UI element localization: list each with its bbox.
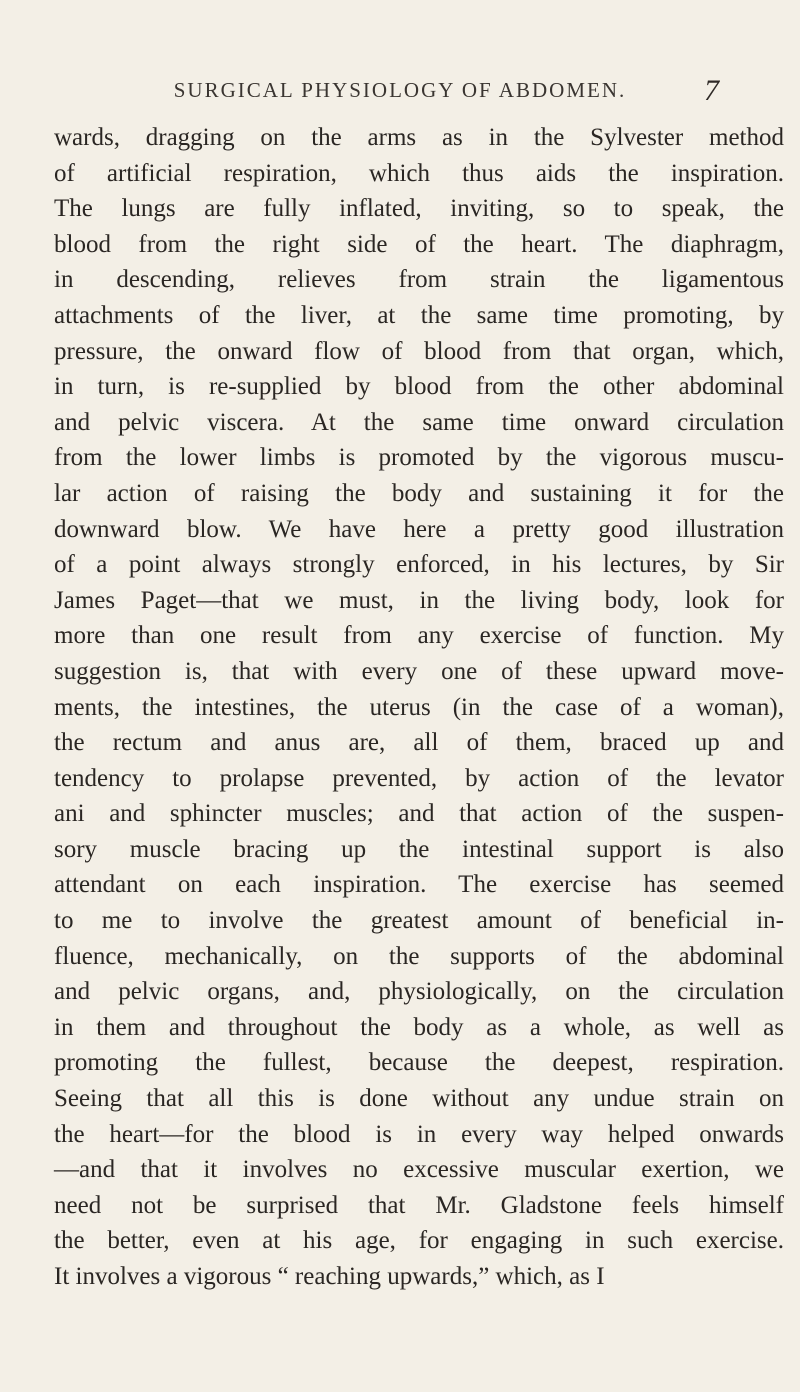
text-line: from the lower limbs is promoted by the vigorous muscu-: [54, 444, 784, 472]
text-line: wards, dragging on the arms as in the Sylvester method: [54, 124, 784, 151]
text-line: It involves a vigorous “ reaching upwards,” which, as I: [54, 1263, 605, 1290]
text-line: sory muscle bracing up the intestinal support is also: [54, 835, 784, 863]
text-line: ani and sphincter muscles; and that action of the suspen-: [54, 800, 784, 828]
text-line: tendency to prolapse prevented, by action of the levator: [54, 764, 784, 792]
text-line: promoting the fullest, because the deepest, respiration.: [54, 1049, 784, 1077]
text-line: ments, the intestines, the uterus (in the case of a woman),: [54, 693, 784, 721]
text-line: of artificial respiration, which thus aids the inspiration.: [54, 159, 784, 187]
text-line: James Paget—that we must, in the living body, look for: [54, 586, 784, 614]
text-line: suggestion is, that with every one of these upward move-: [54, 657, 784, 685]
text-line: need not be surprised that Mr. Gladstone feels himself: [54, 1191, 784, 1219]
text-line: the rectum and anus are, all of them, braced up and: [54, 729, 784, 757]
text-line: blood from the right side of the heart. The diaphragm,: [54, 230, 784, 258]
text-line: fluence, mechanically, on the supports of the abdominal: [54, 942, 784, 970]
text-line: in them and throughout the body as a whole, as well as: [54, 1013, 784, 1041]
text-line: more than one result from any exercise of function. My: [54, 622, 784, 650]
text-line: in turn, is re-supplied by blood from the other abdominal: [54, 373, 784, 401]
text-line: and pelvic organs, and, physiologically, on the circulation: [54, 978, 784, 1006]
text-line: The lungs are fully inflated, inviting, so to speak, the: [54, 195, 784, 223]
text-line: Seeing that all this is done without any undue strain on: [54, 1085, 784, 1113]
text-line: pressure, the onward flow of blood from that organ, which,: [54, 337, 784, 365]
text-line: in descending, relieves from strain the ligamentous: [54, 266, 784, 294]
text-line: attendant on each inspiration. The exercise has seemed: [54, 871, 784, 899]
text-line: downward blow. We have here a pretty good illustration: [54, 515, 784, 543]
text-line: and pelvic viscera. At the same time onward circulation: [54, 408, 784, 436]
running-title: SURGICAL PHYSIOLOGY OF ABDOMEN.: [173, 78, 627, 102]
page-number: 7: [704, 74, 719, 107]
running-head: [0, 74, 800, 108]
body-text: [54, 120, 784, 1295]
text-line: attachments of the liver, at the same time promoting, by: [54, 301, 784, 329]
text-line: lar action of raising the body and sustaining it for the: [54, 479, 784, 507]
text-line: the better, even at his age, for engaging in such exercise.: [54, 1227, 784, 1255]
text-line: the heart—for the blood is in every way helped onwards: [54, 1120, 784, 1148]
text-line: to me to involve the greatest amount of beneficial in-: [54, 907, 784, 935]
text-line: —and that it involves no excessive muscular exertion, we: [54, 1156, 784, 1184]
text-line: of a point always strongly enforced, in his lectures, by Sir: [54, 551, 784, 579]
